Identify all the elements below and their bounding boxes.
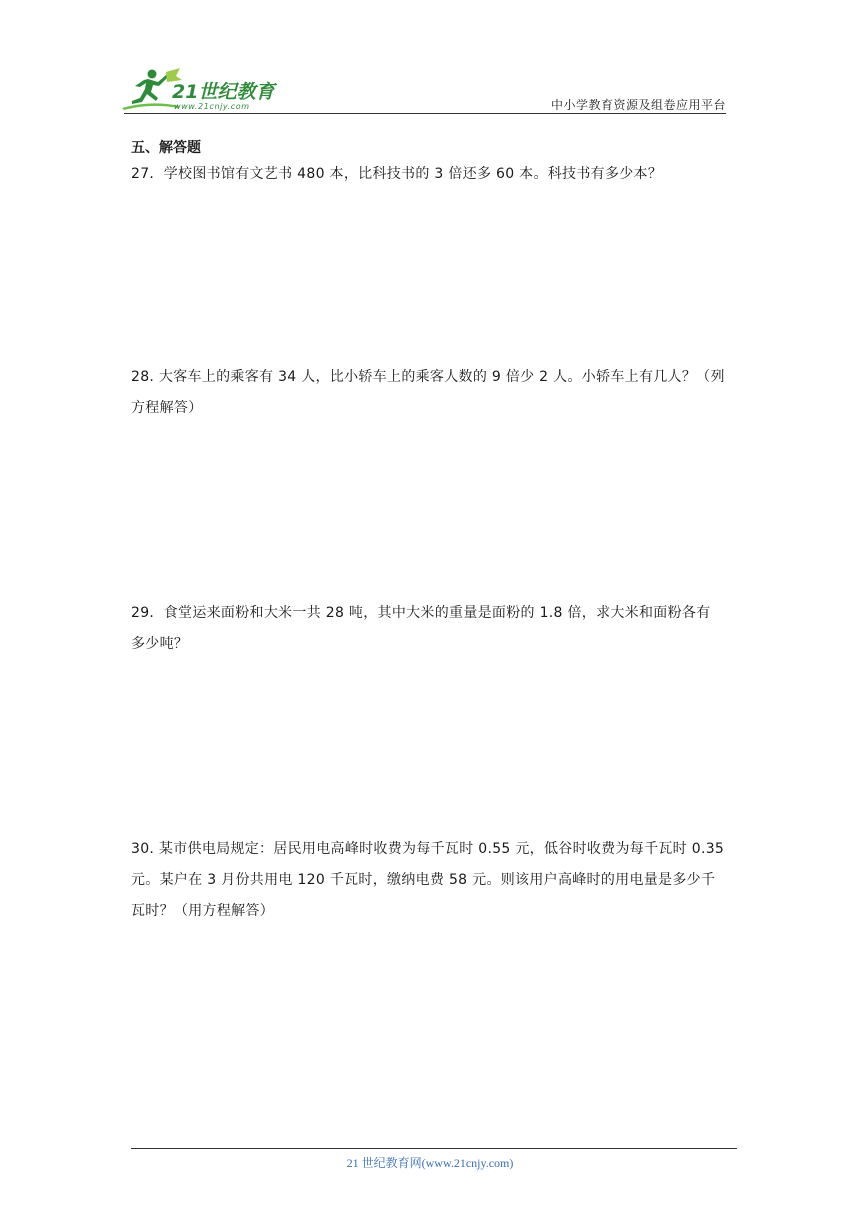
- question-29: [131, 598, 731, 660]
- question-line: 方程解答）: [131, 400, 203, 416]
- question-30: [131, 834, 731, 927]
- logo-url-text: www.21cnjy.com: [174, 102, 250, 111]
- footer-link[interactable]: 21 世纪教育网(www.21cnjy.com): [346, 1156, 514, 1170]
- question-line: 29．食堂运来面粉和大米一共 28 吨，其中大米的重量是面粉的 1.8 倍，求大米和面粉各有: [131, 605, 711, 621]
- header-platform-text: 中小学教育资源及组卷应用平台: [550, 98, 726, 112]
- page-header: [120, 62, 726, 114]
- question-28: [131, 362, 731, 424]
- question-line: 瓦时？（用方程解答）: [131, 903, 274, 919]
- question-27: [131, 159, 731, 190]
- question-line: 28. 大客车上的乘客有 34 人，比小轿车上的乘客人数的 9 倍少 2 人。小轿车上有几人？（列: [131, 369, 725, 385]
- question-line: 27．学校图书馆有文艺书 480 本，比科技书的 3 倍还多 60 本。科技书有多少本？: [131, 166, 663, 182]
- logo-text: 21世纪教育: [172, 81, 275, 103]
- logo-21cnjy: [120, 62, 290, 114]
- question-line: 30. 某市供电局规定：居民用电高峰时收费为每千瓦时 0.55 元，低谷时收费为每千瓦时 0.35: [131, 841, 725, 857]
- section-title: 五、解答题: [131, 140, 201, 156]
- question-line: 元。某户在 3 月份共用电 120 千瓦时，缴纳电费 58 元。则该用户高峰时的用电量是多少千: [131, 872, 716, 888]
- question-line: 多少吨？: [131, 636, 189, 652]
- header-divider: [124, 113, 726, 114]
- footer-divider: [131, 1148, 737, 1149]
